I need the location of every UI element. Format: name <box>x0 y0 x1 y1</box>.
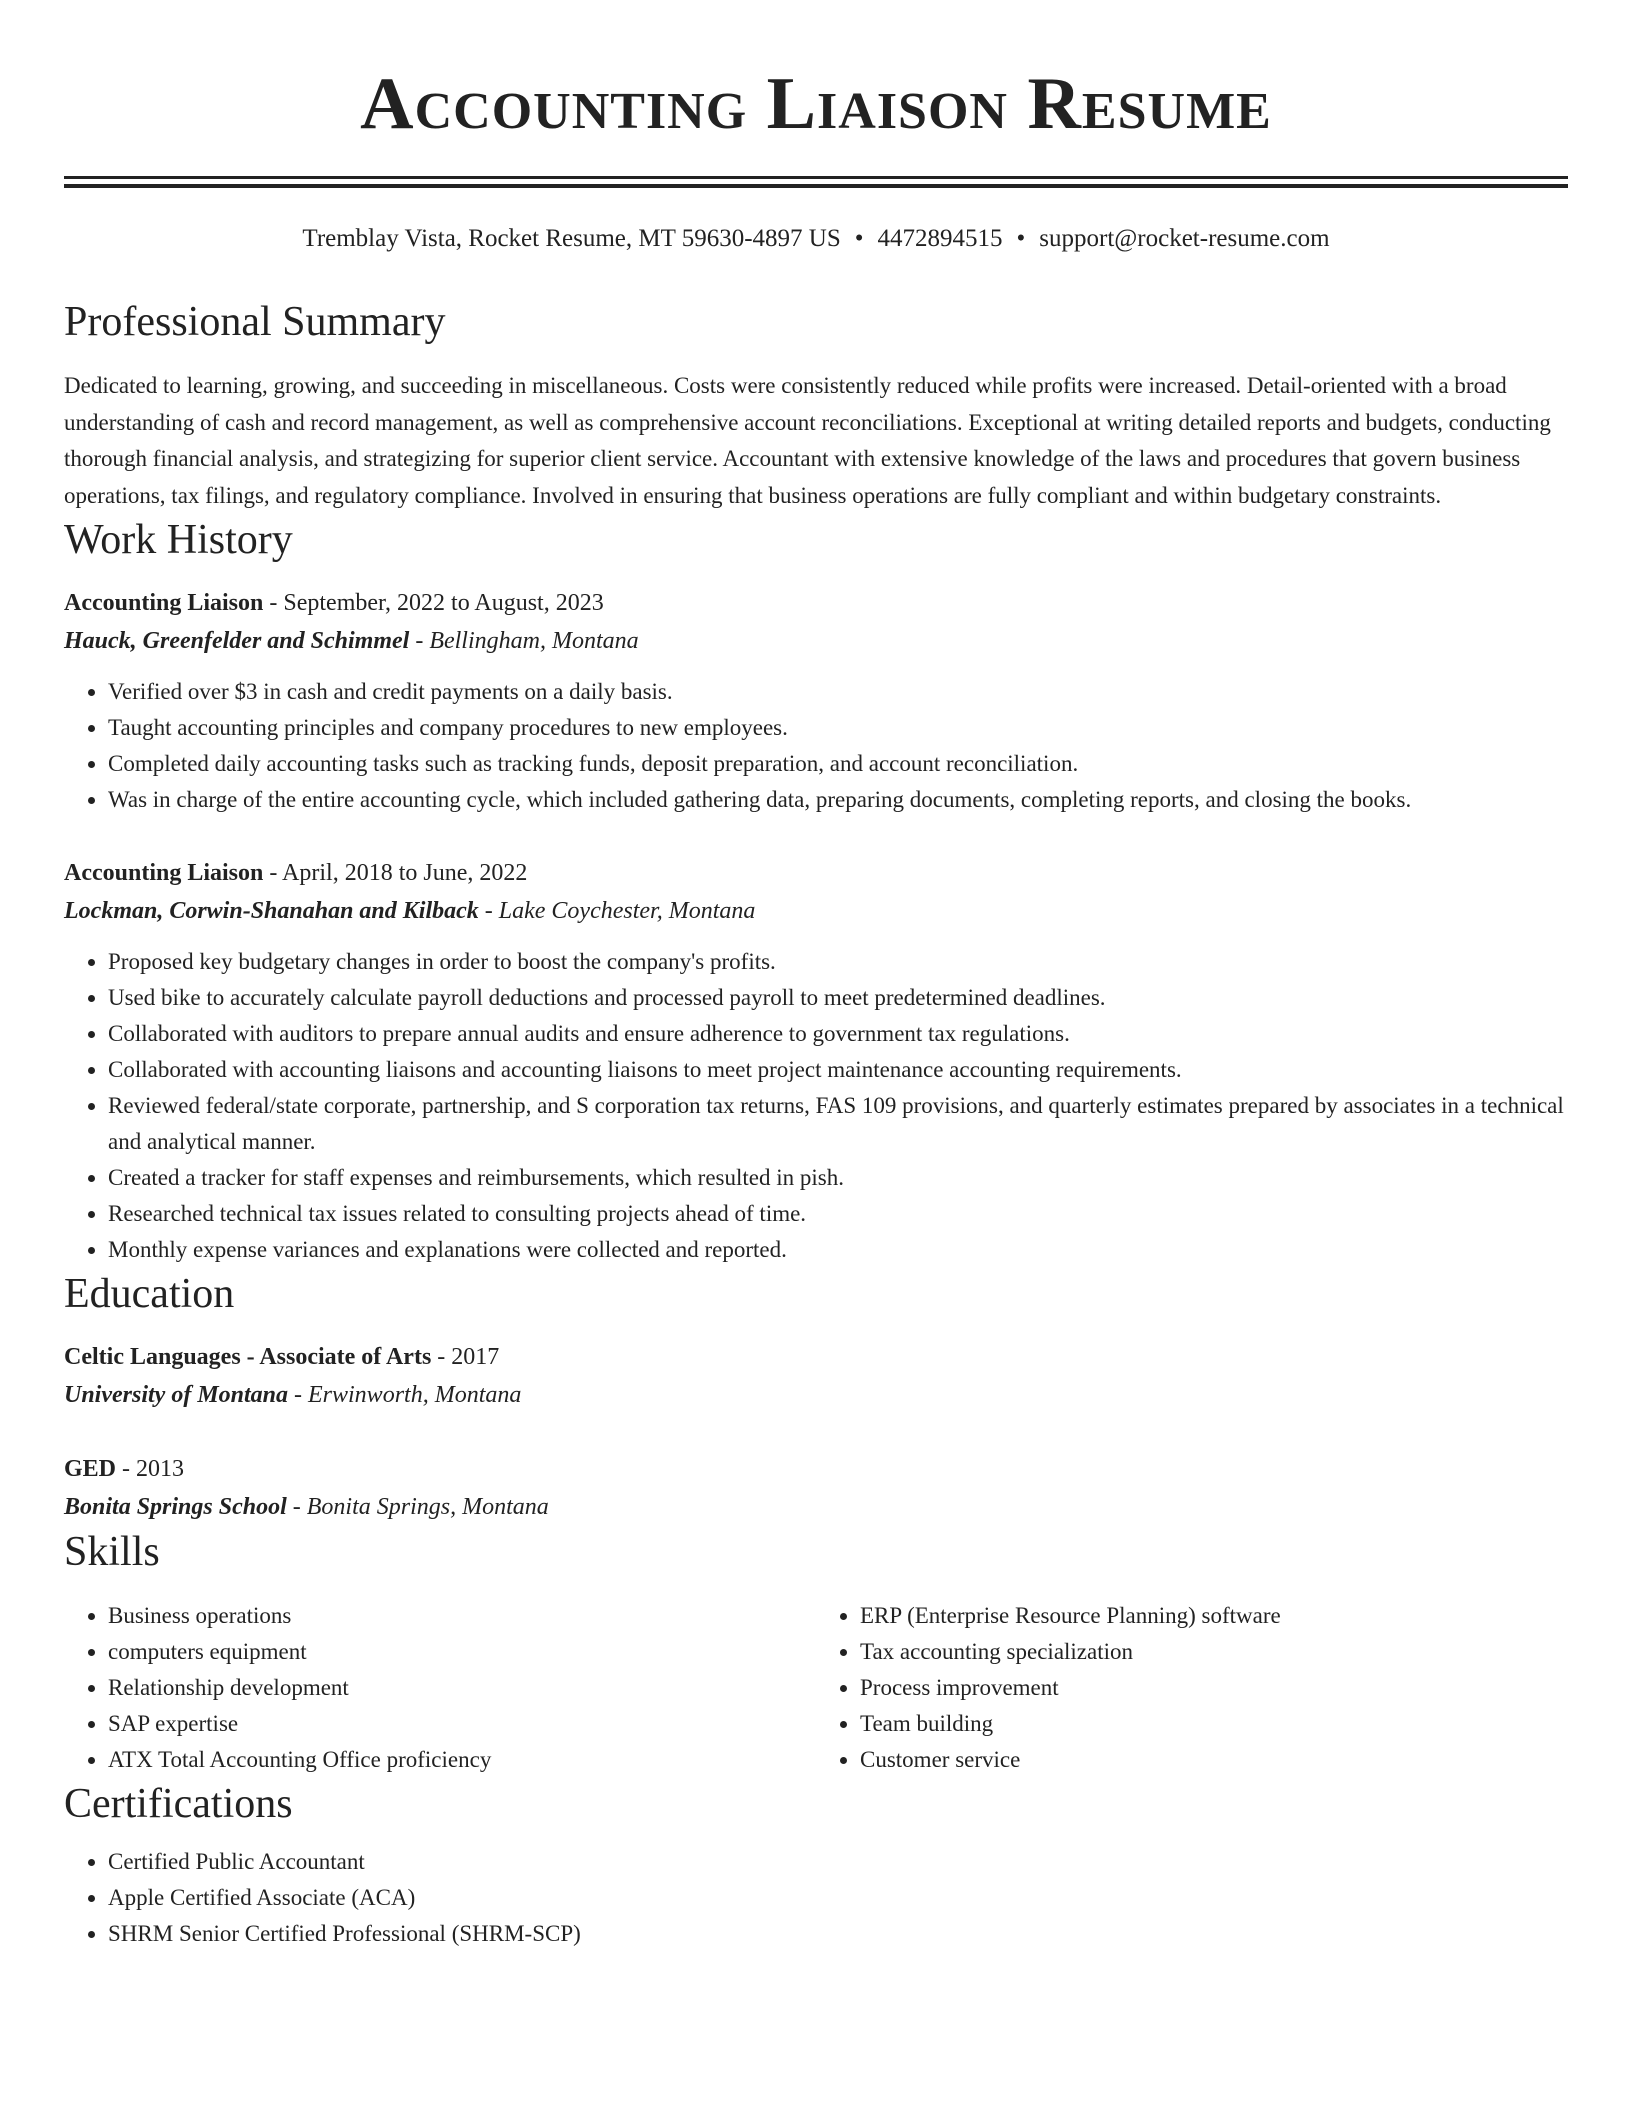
summary-heading: Professional Summary <box>64 299 446 345</box>
skills-list-right <box>816 1598 1568 1778</box>
contact-separator: • <box>1016 225 1026 252</box>
contact-line <box>64 224 1568 254</box>
list-item: • Monthly expense variances and explanations were collected and reported. <box>108 1232 1568 1268</box>
job-bullets <box>64 674 1568 818</box>
summary-text: Dedicated to learning, growing, and succeeding in miscellaneous. Costs were consistently reduced while profits were increased. Detail-oriented with a broad understanding of cash and record management, as well as comprehensive account reconciliations. Exceptional at writing detailed reports and budgets, conducting thorough financial analysis, and strategizing for superior client service. Accountant with extensive knowledge of the laws and procedures that govern business operations, tax filings, and regulatory compliance. Involved in ensuring that business operations are fully compliant and within budgetary constraints. <box>64 373 1551 508</box>
school-location: - Bonita Springs, Montana <box>286 1494 549 1521</box>
job-company-line <box>64 622 1568 660</box>
list-item: • Relationship development <box>108 1670 816 1706</box>
job-company-line <box>64 892 1568 930</box>
school: Bonita Springs School <box>64 1494 287 1521</box>
list-item: • Created a tracker for staff expenses and reimbursements, which resulted in pish. <box>108 1160 1568 1196</box>
list-item: • Proposed key budgetary changes in order to boost the company's profits. <box>108 944 1568 980</box>
job-dates: - April, 2018 to June, 2022 <box>263 860 528 887</box>
job-bullets <box>64 944 1568 1268</box>
degree-year: - 2017 <box>431 1344 500 1371</box>
school-line <box>64 1488 1568 1526</box>
degree-line <box>64 1450 1568 1488</box>
list-item: • Customer service <box>860 1742 1568 1778</box>
list-item: • Used bike to accurately calculate payroll deductions and processed payroll to meet predetermined deadlines. <box>108 980 1568 1016</box>
degree-year: - 2013 <box>116 1456 185 1483</box>
list-item: • ATX Total Accounting Office proficiency <box>108 1742 816 1778</box>
list-item: • Taught accounting principles and company procedures to new employees. <box>108 710 1568 746</box>
job-dates: - September, 2022 to August, 2023 <box>263 590 604 617</box>
education-heading: Education <box>64 1271 235 1318</box>
list-item: • Apple Certified Associate (ACA) <box>108 1880 1568 1916</box>
list-item: • computers equipment <box>108 1634 816 1670</box>
education-entry <box>64 1338 1568 1414</box>
degree: GED <box>64 1456 117 1483</box>
education-entry <box>64 1450 1568 1526</box>
list-item: • Was in charge of the entire accounting cycle, which included gathering data, preparing documents, completing reports, and closing the books. <box>108 782 1568 818</box>
school-location: - Erwinworth, Montana <box>288 1382 522 1409</box>
list-item: • SAP expertise <box>108 1706 816 1742</box>
list-item: • Business operations <box>108 1598 816 1634</box>
contact-email: support@rocket-resume.com <box>1039 225 1330 252</box>
certifications-list <box>64 1844 1568 1952</box>
certifications-heading: Certifications <box>64 1781 293 1828</box>
list-item: • Collaborated with auditors to prepare annual audits and ensure adherence to government tax regulations. <box>108 1016 1568 1052</box>
list-item: • Process improvement <box>860 1670 1568 1706</box>
list-item: • Verified over $3 in cash and credit payments on a daily basis. <box>108 674 1568 710</box>
job-company: Hauck, Greenfelder and Schimmel <box>64 628 410 655</box>
job-company: Lockman, Corwin-Shanahan and Kilback <box>64 898 479 925</box>
job-entry <box>64 854 1568 1268</box>
title-divider <box>64 176 1568 188</box>
list-item: • Researched technical tax issues related to consulting projects ahead of time. <box>108 1196 1568 1232</box>
school: University of Montana <box>64 1382 289 1409</box>
page-title: Accounting Liaison Resume <box>360 63 1272 145</box>
contact-separator: • <box>854 225 864 252</box>
list-item: • Collaborated with accounting liaisons and accounting liaisons to meet project maintenance accounting requirements. <box>108 1052 1568 1088</box>
skills-heading: Skills <box>64 1529 160 1576</box>
job-location: - Lake Coychester, Montana <box>478 898 756 925</box>
list-item: • SHRM Senior Certified Professional (SHRM-SCP) <box>108 1916 1568 1952</box>
degree: Celtic Languages - Associate of Arts <box>64 1344 432 1371</box>
contact-phone: 4472894515 <box>877 225 1003 252</box>
list-item: • ERP (Enterprise Resource Planning) software <box>860 1598 1568 1634</box>
list-item: • Completed daily accounting tasks such as tracking funds, deposit preparation, and account reconciliation. <box>108 746 1568 782</box>
school-line <box>64 1376 1568 1414</box>
job-title: Accounting Liaison <box>64 860 264 887</box>
skills-list-left <box>64 1598 816 1778</box>
job-location: - Bellingham, Montana <box>409 628 639 655</box>
job-entry <box>64 584 1568 818</box>
job-title: Accounting Liaison <box>64 590 264 617</box>
job-title-line <box>64 584 1568 622</box>
list-item: • Certified Public Accountant <box>108 1844 1568 1880</box>
skills-columns <box>64 1598 1568 1778</box>
list-item: • Team building <box>860 1706 1568 1742</box>
work-history-heading: Work History <box>64 517 293 564</box>
list-item: • Tax accounting specialization <box>860 1634 1568 1670</box>
job-title-line <box>64 854 1568 892</box>
contact-address: Tremblay Vista, Rocket Resume, MT 59630-4897 US <box>302 225 841 252</box>
degree-line <box>64 1338 1568 1376</box>
list-item: • Reviewed federal/state corporate, partnership, and S corporation tax returns, FAS 109 provisions, and quarterly estimates prepared by associates in a technical and analytical manner. <box>108 1088 1568 1160</box>
